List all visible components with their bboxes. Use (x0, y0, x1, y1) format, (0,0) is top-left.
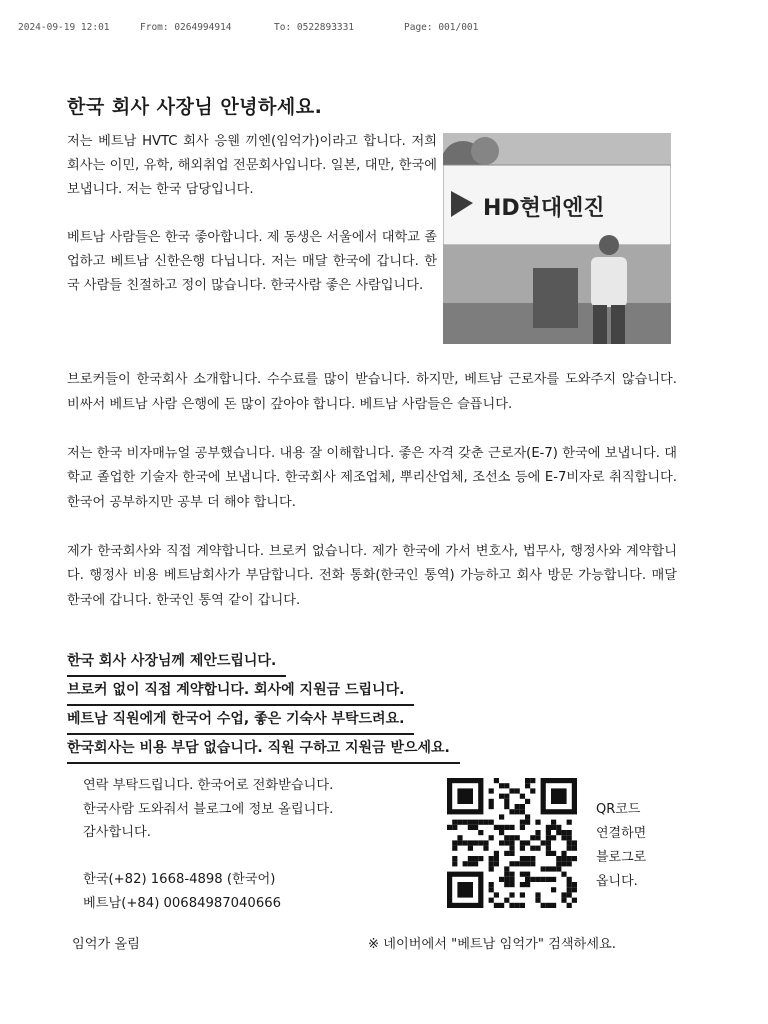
search-hint: ※ 네이버에서 "베트남 임억가" 검색하세요. (368, 937, 616, 952)
proposal-section (67, 648, 567, 764)
body-paragraph: 제가 한국회사와 직접 계약합니다. 브로커 없습니다. 제가 한국에 가서 변호사, 법무사, 행정사와 계약합니다. 행정사 비용 베트남회사가 부담합니다. 전화 통화(한국인 통역) 가능하고 회사 방문 가능합니다. 매달 한국에 갑니다. 한국인 통역 같이 갑니다. (67, 543, 677, 608)
proposal-line: 베트남 직원에게 한국어 수업, 좋은 기숙사 부탁드려요. (67, 706, 414, 735)
proposal-line: 한국 회사 사장님께 제안드립니다. (67, 648, 286, 677)
contact-section (83, 774, 413, 915)
fax-datetime: 2024-09-19 12:01 (18, 22, 110, 33)
signature: 임억가 올림 (72, 937, 140, 952)
qr-caption (596, 798, 676, 894)
contact-line: 연락 부탁드립니다. 한국어로 전화받습니다. (83, 778, 334, 793)
qr-caption-line: 연결하면 (596, 826, 647, 841)
phone-vietnam: 베트남(+84) 00684987040666 (83, 895, 281, 911)
sign-text: HD현대엔진 (483, 196, 605, 221)
qr-code[interactable] (441, 775, 584, 909)
qr-caption-line: QR코드 (596, 802, 641, 817)
intro-paragraph: 저는 베트남 HVTC 회사 응웬 끼엔(임억가)이라고 합니다. 저희 회사는 이민, 유학, 해외취업 전문회사입니다. 일본, 대만, 한국에 보냅니다. 저는 한국 담당입니다. (67, 134, 437, 197)
intro-section (67, 130, 437, 322)
contact-line: 감사합니다. (83, 825, 151, 840)
photo-person-sign (443, 133, 671, 344)
proposal-line: 한국회사는 비용 부담 없습니다. 직원 구하고 지원금 받으세요. (67, 735, 460, 764)
body-section (67, 368, 677, 638)
intro-paragraph: 베트남 사람들은 한국 좋아합니다. 제 동생은 서울에서 대학교 졸업하고 베트남 신한은행 다닙니다. 저는 매달 한국에 갑니다. 한국 사람들 친절하고 정이 많습니다. 한국사람 좋은 사람입니다. (67, 230, 437, 293)
page-title: 한국 회사 사장님 안녕하세요. (67, 96, 323, 118)
qr-caption-line: 옵니다. (596, 874, 638, 889)
fax-header (18, 22, 750, 36)
fax-to: To: 0522893331 (274, 22, 355, 33)
fax-from: From: 0264994914 (140, 22, 232, 33)
contact-line: 한국사람 도와줘서 블로그에 정보 올립니다. (83, 801, 334, 817)
fax-page: Page: 001/001 (404, 22, 479, 33)
body-paragraph: 브로커들이 한국회사 소개합니다. 수수료를 많이 받습니다. 하지만, 베트남 근로자를 도와주지 않습니다. 비싸서 베트남 사람 은행에 돈 많이 갚아야 합니다. 베트남 사람들은 슬픕니다. (67, 372, 677, 412)
qr-caption-line: 블로그로 (596, 850, 647, 865)
body-paragraph: 저는 한국 비자매뉴얼 공부했습니다. 내용 잘 이해합니다. 좋은 자격 갖춘 근로자(E-7) 한국에 보냅니다. 대학교 졸업한 기술자 한국에 보냅니다. 한국회사 제조업체, 뿌리산업체, 조선소 등에 E-7비자로 취직합니다. 한국어 공부하지만 공부 더 해야 합니다. (67, 445, 677, 510)
proposal-line: 브로커 없이 직접 계약합니다. 회사에 지원금 드립니다. (67, 677, 414, 706)
phone-korea: 한국(+82) 1668-4898 (한국어) (83, 872, 276, 887)
